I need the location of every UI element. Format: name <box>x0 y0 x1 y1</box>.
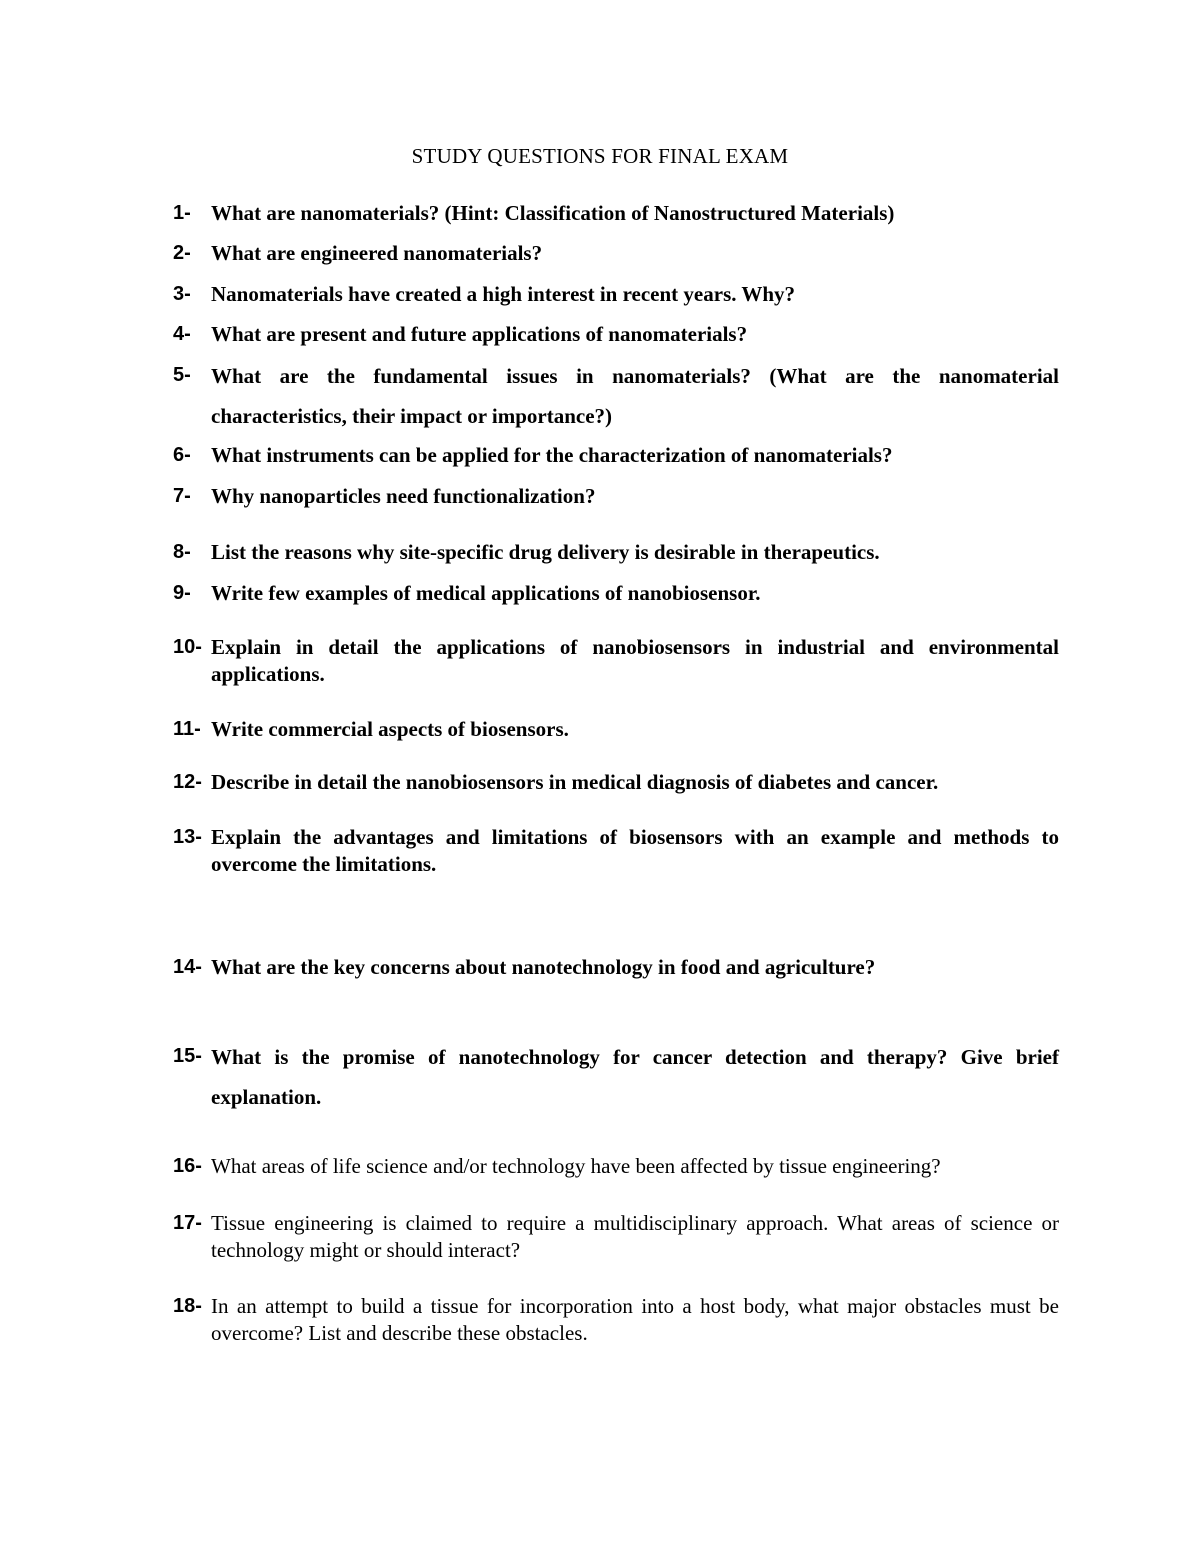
question-11 <box>173 716 1059 743</box>
question-17 <box>173 1210 1059 1264</box>
question-2 <box>173 240 1059 267</box>
question-8 <box>173 539 1059 566</box>
question-number: 4- <box>173 323 191 345</box>
question-number: 15- <box>173 1045 202 1067</box>
question-number: 8- <box>173 541 191 563</box>
question-text: Tissue engineering is claimed to require a multidisciplinary approach. What areas of science or technology might or should interact? <box>211 1211 1059 1262</box>
question-13 <box>173 824 1059 878</box>
question-number: 11- <box>173 718 201 740</box>
question-7 <box>173 483 1059 510</box>
question-text: Write commercial aspects of biosensors. <box>211 717 569 741</box>
question-text: What instruments can be applied for the characterization of nanomaterials? <box>211 443 893 467</box>
question-text: What areas of life science and/or technology have been affected by tissue engineering? <box>211 1154 941 1178</box>
question-number: 9- <box>173 582 191 604</box>
question-number: 7- <box>173 485 191 507</box>
question-14 <box>173 954 1059 981</box>
question-number: 10- <box>173 636 202 658</box>
question-text: In an attempt to build a tissue for incorporation into a host body, what major obstacles must be overcome? List and describe these obstacles. <box>211 1294 1059 1345</box>
question-number: 17- <box>173 1212 202 1234</box>
question-number: 18- <box>173 1295 202 1317</box>
question-15 <box>173 1037 1059 1117</box>
question-text: What are nanomaterials? (Hint: Classification of Nanostructured Materials) <box>211 201 895 225</box>
question-4 <box>173 321 1059 348</box>
question-12 <box>173 769 1059 796</box>
question-text: Nanomaterials have created a high interest in recent years. Why? <box>211 282 796 306</box>
question-number: 3- <box>173 283 191 305</box>
question-6 <box>173 442 1059 469</box>
question-3 <box>173 281 1059 308</box>
question-18 <box>173 1293 1059 1347</box>
question-1 <box>173 200 1059 227</box>
question-text: Why nanoparticles need functionalization? <box>211 484 596 508</box>
question-text: Describe in detail the nanobiosensors in medical diagnosis of diabetes and cancer. <box>211 770 939 794</box>
page-title: STUDY QUESTIONS FOR FINAL EXAM <box>411 144 789 168</box>
question-10 <box>173 634 1059 688</box>
question-number: 12- <box>173 771 202 793</box>
question-text: What are engineered nanomaterials? <box>211 241 543 265</box>
question-text: Explain in detail the applications of nanobiosensors in industrial and environmental applications. <box>211 635 1059 686</box>
question-text: List the reasons why site-specific drug delivery is desirable in therapeutics. <box>211 540 880 564</box>
question-number: 1- <box>173 202 191 224</box>
question-text: Explain the advantages and limitations of biosensors with an example and methods to overcome the limitations. <box>211 825 1059 876</box>
question-number: 13- <box>173 826 202 848</box>
question-9 <box>173 580 1059 607</box>
question-5 <box>173 356 1059 436</box>
question-number: 6- <box>173 444 191 466</box>
question-text: What are the key concerns about nanotechnology in food and agriculture? <box>211 955 876 979</box>
question-16 <box>173 1153 1059 1180</box>
question-number: 16- <box>173 1155 202 1177</box>
question-number: 2- <box>173 242 191 264</box>
question-text: What is the promise of nanotechnology for cancer detection and therapy? Give brief explanation. <box>211 1045 1059 1109</box>
question-text: What are the fundamental issues in nanomaterials? (What are the nanomaterial characteristics, their impact or importance?) <box>211 364 1059 428</box>
question-text: Write few examples of medical applications of nanobiosensor. <box>211 581 761 605</box>
question-text: What are present and future applications of nanomaterials? <box>211 322 748 346</box>
question-number: 5- <box>173 364 191 386</box>
question-number: 14- <box>173 956 202 978</box>
